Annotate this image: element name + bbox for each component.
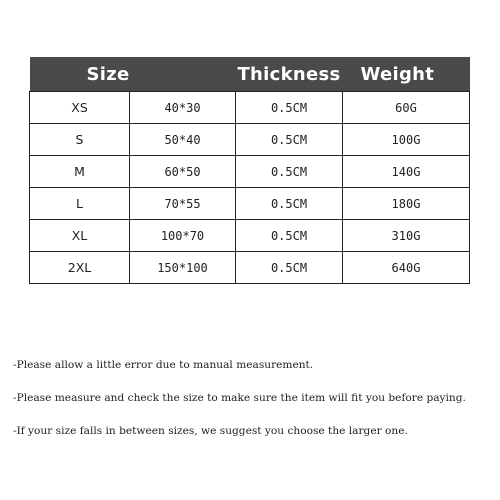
- table-row: [30, 220, 470, 252]
- size-cell: L: [30, 188, 130, 220]
- thickness-cell: 0.5CM: [236, 124, 343, 156]
- thickness-cell: 0.5CM: [236, 92, 343, 124]
- header-thickness: Thickness: [236, 57, 343, 92]
- dimensions-cell: 40*30: [130, 92, 236, 124]
- weight-cell: 100G: [343, 124, 470, 156]
- dimensions-cell: 50*40: [130, 124, 236, 156]
- note-measurement-error: -Please allow a little error due to manual measurement.: [13, 359, 314, 371]
- size-cell: XL: [30, 220, 130, 252]
- weight-cell: 180G: [343, 188, 470, 220]
- dimensions-cell: 60*50: [130, 156, 236, 188]
- dimensions-cell: 100*70: [130, 220, 236, 252]
- table-row: [30, 156, 470, 188]
- table-header-row: [30, 57, 470, 92]
- weight-cell: 140G: [343, 156, 470, 188]
- size-cell: XS: [30, 92, 130, 124]
- table-row: [30, 124, 470, 156]
- note-measure-before-paying: -Please measure and check the size to make sure the item will fit you before paying.: [13, 392, 466, 404]
- size-chart-table: [29, 57, 470, 284]
- weight-cell: 640G: [343, 252, 470, 284]
- size-cell: 2XL: [30, 252, 130, 284]
- thickness-cell: 0.5CM: [236, 156, 343, 188]
- weight-cell: 310G: [343, 220, 470, 252]
- header-size: Size: [30, 57, 130, 92]
- size-cell: S: [30, 124, 130, 156]
- notes-section: [13, 357, 495, 456]
- note-choose-larger: -If your size falls in between sizes, we suggest you choose the larger one.: [13, 425, 408, 437]
- dimensions-cell: 150*100: [130, 252, 236, 284]
- header-weight: Weight: [343, 57, 470, 92]
- table-row: [30, 92, 470, 124]
- table-row: [30, 188, 470, 220]
- thickness-cell: 0.5CM: [236, 252, 343, 284]
- thickness-cell: 0.5CM: [236, 220, 343, 252]
- header-dimensions: [130, 57, 236, 92]
- table-row: [30, 252, 470, 284]
- thickness-cell: 0.5CM: [236, 188, 343, 220]
- size-cell: M: [30, 156, 130, 188]
- dimensions-cell: 70*55: [130, 188, 236, 220]
- weight-cell: 60G: [343, 92, 470, 124]
